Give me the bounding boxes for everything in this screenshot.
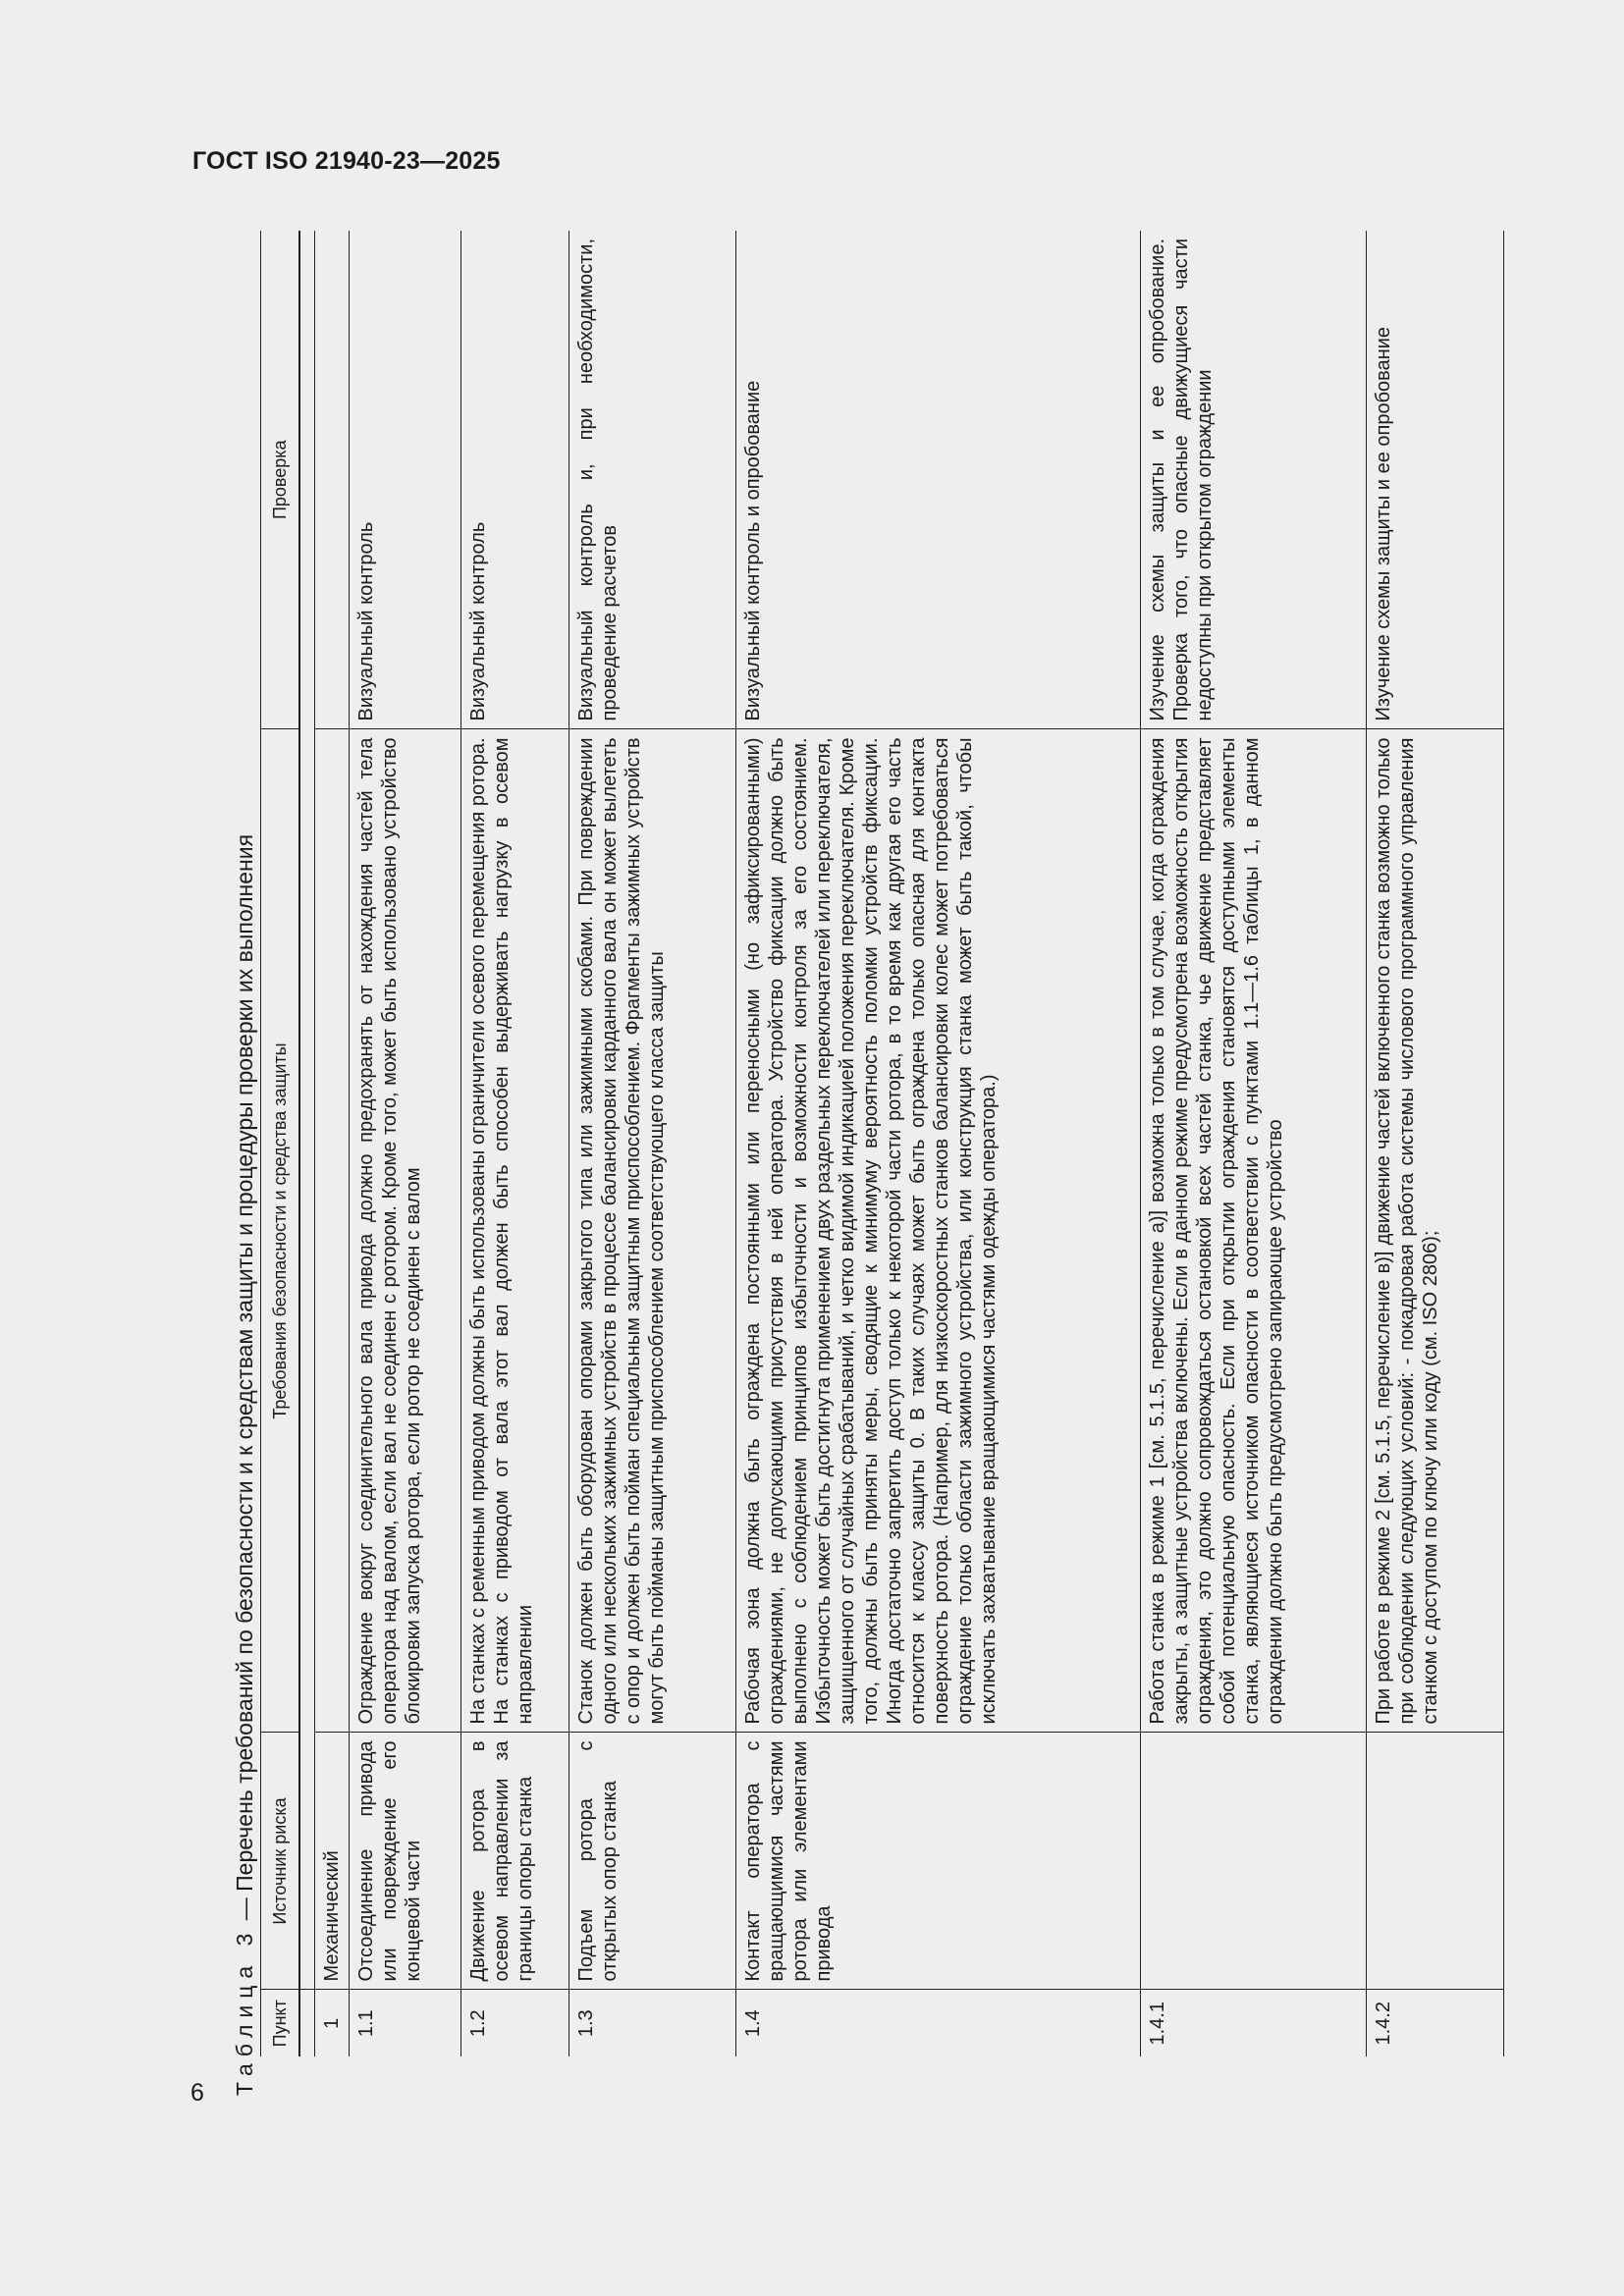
section-empty-cell xyxy=(315,231,350,729)
section-row xyxy=(315,231,350,2056)
row-check: Визуальный контроль и опробование xyxy=(736,231,1141,729)
row-check: Визуальный контроль xyxy=(350,231,461,729)
rotated-table-area xyxy=(226,240,1502,2106)
page-header: ГОСТ ISO 21940-23—2025 xyxy=(192,147,501,175)
header-spacer-row xyxy=(299,231,315,2056)
row-requirement: Рабочая зона должна быть ограждена постоянными или переносными (но зафиксированными) ограждениями, не допускающими присутствия в ней оператора. Устройство фиксации должно быть выполнено с соблюдением принципов избыточности и возможности контроля за его состоянием. Избыточность может быть достигнута применением двух раздельных переключателей или переключателя, защищенного от случайных срабатываний, и четко видимой индикацией положения переключателя. Кроме того, должны быть приняты меры, сводящие к минимуму вероятность поломки устройств фиксации. Иногда достаточно запретить доступ только к некоторой части ротора, в то время как другая его часть относится к классу защиты 0. В таких случаях может быть ограждена только опасная для контакта поверхность ротора. (Например, для низкоскоростных станков балансировки колес может потребоваться ограждение только области зажимного устройства, или конструкция станка может быть такой, чтобы исключать захватывание вращающимися частями одежды оператора.) xyxy=(736,729,1141,1733)
row-requirement: На станках с ременным приводом должны быть использованы ограничители осевого перемещения ротора. На станках с приводом от вала этот вал должен быть способен выдерживать нагрузку в осевом направлении xyxy=(461,729,569,1733)
row-check: Визуальный контроль и, при необходимости, проведение расчетов xyxy=(569,231,736,729)
section-empty-cell xyxy=(315,729,350,1733)
caption-text: — Перечень требований по безопасности и к средствам защиты и процедуры проверки их выполнения xyxy=(232,833,257,1927)
row-source: Контакт оператора с вращающимися частями ротора или элементами привода xyxy=(736,1733,1141,1990)
table-row xyxy=(1141,231,1367,2056)
row-num: 1.1 xyxy=(350,1990,461,2056)
row-source: Подъем ротора с открытых опор станка xyxy=(569,1733,736,1990)
table-row xyxy=(461,231,569,2056)
page-number: 6 xyxy=(190,2079,204,2107)
table-header-row xyxy=(261,231,300,2056)
row-num: 1.4.1 xyxy=(1141,1990,1367,2056)
row-num: 1.4.2 xyxy=(1367,1990,1504,2056)
table-row xyxy=(1367,231,1504,2056)
row-check: Изучение схемы защиты и ее опробование. Проверка того, что опасные движущиеся части недоступны при открытом ограждении xyxy=(1141,231,1367,729)
col-header-source: Источник риска xyxy=(261,1733,300,1990)
section-num: 1 xyxy=(315,1990,350,2056)
col-header-num: Пункт xyxy=(261,1990,300,2056)
row-requirement: При работе в режиме 2 [см. 5.1.5, перечисление в)] движение частей включенного станка возможно только при соблюдении следующих условий: - покадровая работа системы числового программного управления станком с доступом по ключу или коду (см. ISO 2806); xyxy=(1367,729,1504,1733)
row-requirement: Станок должен быть оборудован опорами закрытого типа или зажимными скобами. При повреждении одного или нескольких зажимных устройств в процессе балансировки карданного вала он может вылететь с опор и должен быть пойман специальным защитным приспособлением. Фрагменты зажимных устройств могут быть пойманы защитным приспособлением соответствующего класса защиты xyxy=(569,729,736,1733)
table-caption xyxy=(232,834,258,2096)
row-source xyxy=(1367,1733,1504,1990)
section-title: Механический xyxy=(315,1733,350,1990)
row-check: Изучение схемы защиты и ее опробование xyxy=(1367,231,1504,729)
table-row xyxy=(350,231,461,2056)
requirements-table xyxy=(260,231,1504,2056)
row-source xyxy=(1141,1733,1367,1990)
row-source: Отсоединение привода или повреждение его концевой части xyxy=(350,1733,461,1990)
table-row xyxy=(736,231,1141,2056)
row-requirement: Ограждение вокруг соединительного вала привода должно предохранять от нахождения частей тела оператора над валом, если вал не соединен с ротором. Кроме того, может быть использовано устройство блокировки запуска ротора, если ротор не соединен с валом xyxy=(350,729,461,1733)
col-header-requirement: Требования безопасности и средства защиты xyxy=(261,729,300,1733)
row-num: 1.3 xyxy=(569,1990,736,2056)
caption-label: Таблица 3 xyxy=(232,1926,257,2096)
table-row xyxy=(569,231,736,2056)
col-header-check: Проверка xyxy=(261,231,300,729)
row-source: Движение ротора в осевом направлении за границы опоры станка xyxy=(461,1733,569,1990)
row-num: 1.4 xyxy=(736,1990,1141,2056)
row-check: Визуальный контроль xyxy=(461,231,569,729)
row-num: 1.2 xyxy=(461,1990,569,2056)
row-requirement: Работа станка в режиме 1 [см. 5.1.5, перечисление а)] возможна только в том случае, когда ограждения закрыты, а защитные устройства включены. Если в данном режиме предусмотрена возможность открытия ограждения, это должно сопровождаться остановкой всех частей станка, чье движение представляет собой потенциальную опасность. Если при открытии ограждения становятся доступными элементы станка, являющиеся источником опасности в соответствии с пунктами 1.1—1.6 таблицы 1, в данном ограждении должно быть предусмотрено запирающее устройство xyxy=(1141,729,1367,1733)
